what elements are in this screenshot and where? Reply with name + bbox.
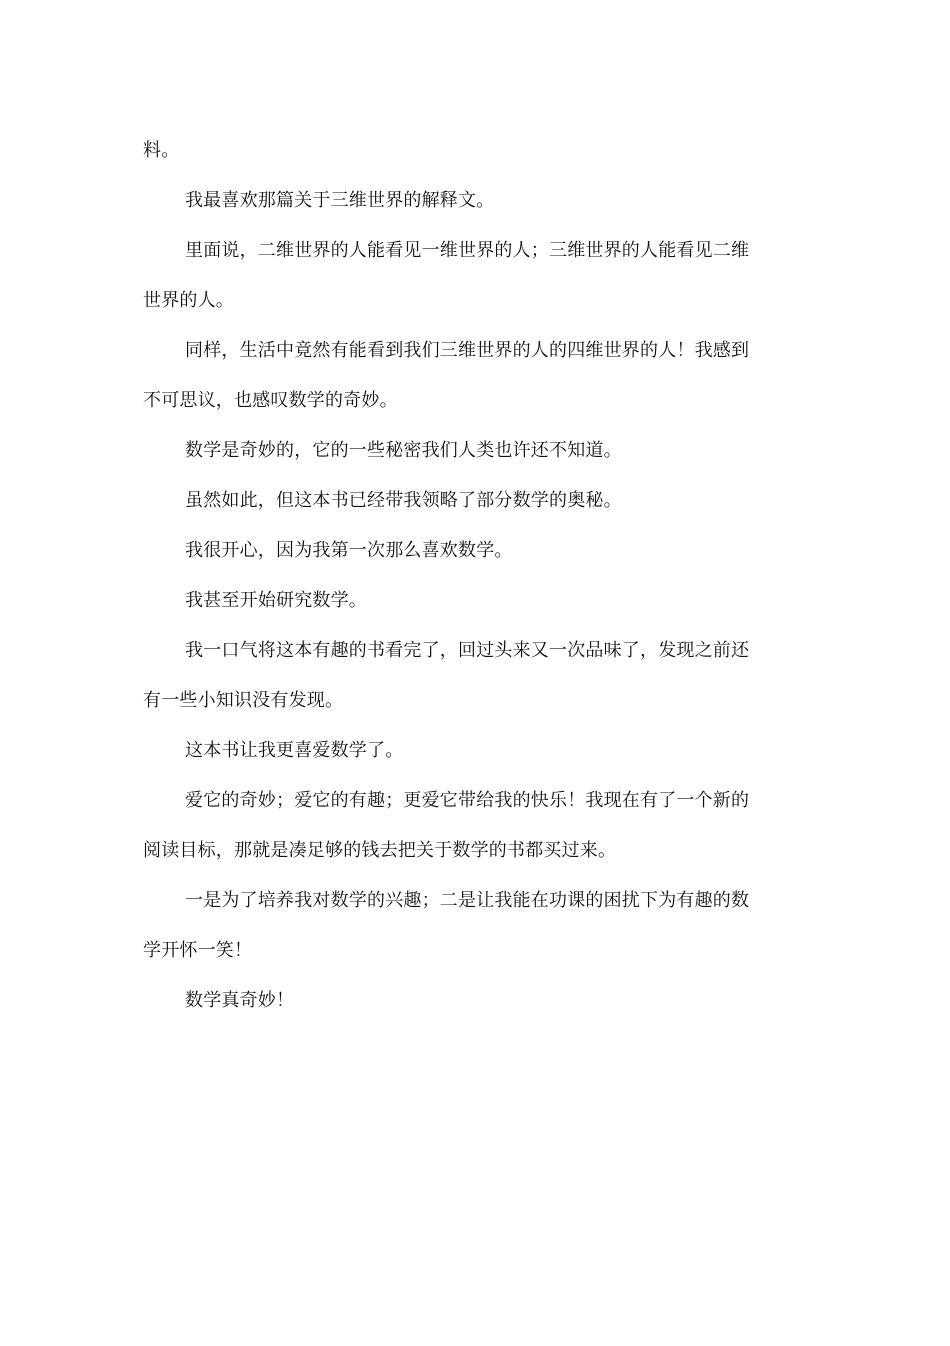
paragraph-closing: 数学真奇妙！ — [185, 990, 295, 1011]
paragraph: 我最喜欢那篇关于三维世界的解释文。 — [185, 190, 495, 211]
paragraph: 我甚至开始研究数学。 — [185, 590, 367, 611]
paragraph: 同样，生活中竟然有能看到我们三维世界的人的四维世界的人！我感到不可思议，也感叹数学的奇妙。 — [143, 340, 750, 411]
paragraph: 我一口气将这本有趣的书看完了，回过头来又一次品味了，发现之前还有一些小知识没有发现。 — [143, 640, 750, 711]
paragraph: 数学是奇妙的，它的一些秘密我们人类也许还不知道。 — [185, 440, 622, 461]
paragraph: 这本书让我更喜爱数学了。 — [185, 740, 404, 761]
paragraph: 虽然如此，但这本书已经带我领略了部分数学的奥秘。 — [185, 490, 622, 511]
paragraph-continuation: 料。 — [143, 140, 180, 161]
paragraph: 爱它的奇妙；爱它的有趣；更爱它带给我的快乐！我现在有了一个新的阅读目标，那就是凑足够的钱去把关于数学的书都买过来。 — [143, 790, 750, 861]
paragraph: 一是为了培养我对数学的兴趣；二是让我能在功课的困扰下为有趣的数学开怀一笑！ — [143, 890, 750, 961]
paragraph: 里面说，二维世界的人能看见一维世界的人；三维世界的人能看见二维世界的人。 — [143, 240, 750, 311]
document-body — [143, 126, 753, 1026]
paragraph: 我很开心，因为我第一次那么喜欢数学。 — [185, 540, 513, 561]
